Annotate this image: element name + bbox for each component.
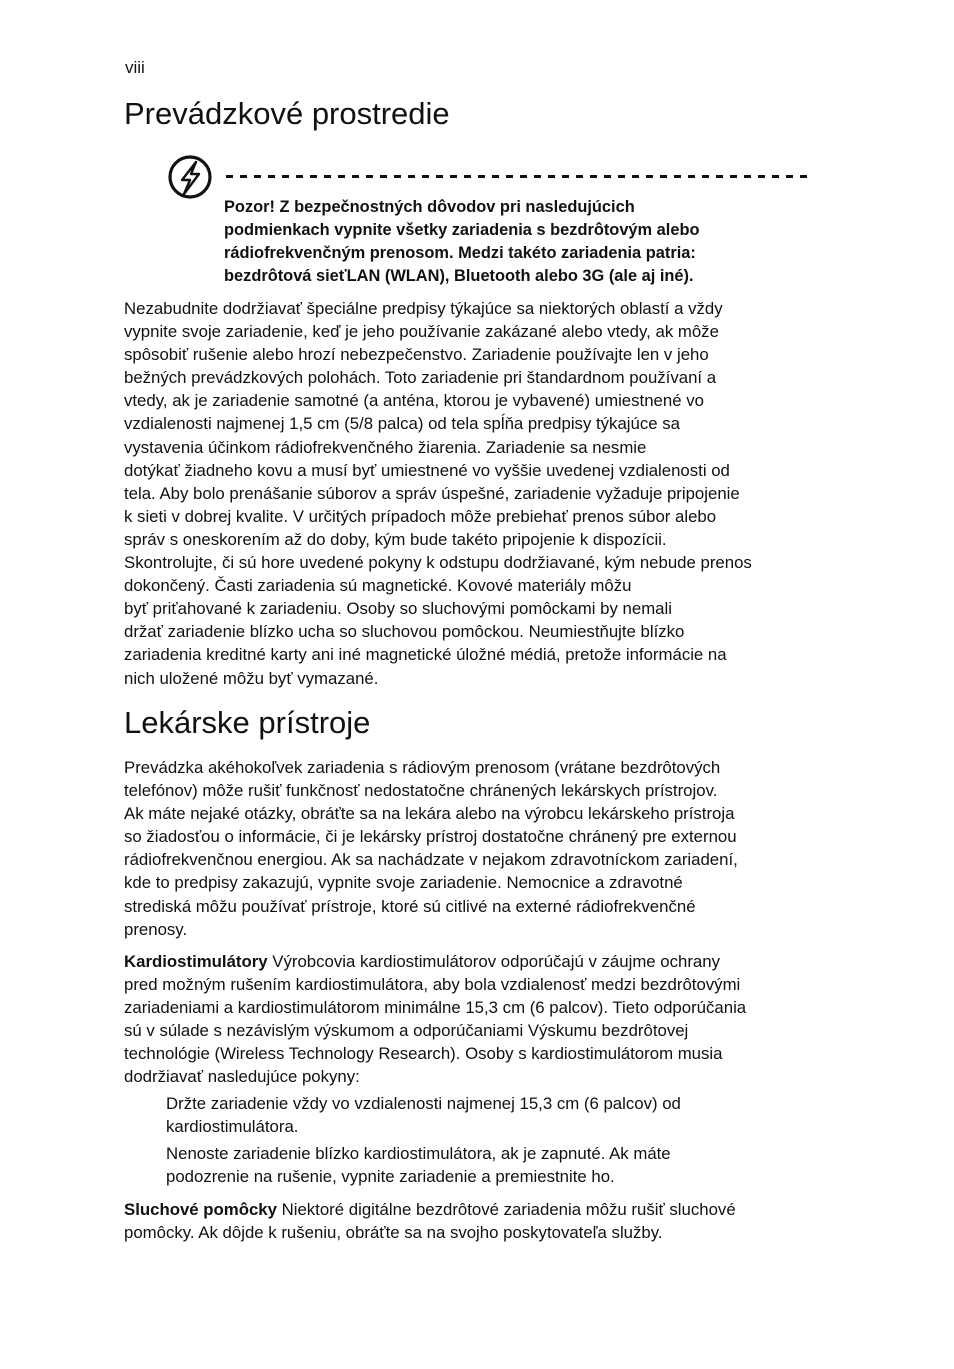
text-line: tela. Aby bolo prenášanie súborov a správ úspešné, zariadenie vyžaduje pripojenie [124,483,740,503]
pacemaker-instruction-2 [166,1142,806,1188]
hearing-aids-paragraph [124,1198,824,1244]
text-line: zariadenia kreditné karty ani iné magnetické úložné médiá, pretože informácie na [124,645,727,665]
text-line: kardiostimulátora. [166,1117,299,1137]
text-line: kde to predpisy zakazujú, vypnite svoje zariadenie. Nemocnice a zdravotné [124,873,683,893]
text-line: strediská môžu používať prístroje, ktoré sú citlivé na externé rádiofrekvenčné [124,896,696,916]
text-line: Ak máte nejaké otázky, obráťte sa na lekára alebo na výrobcu lekárskeho prístroja [124,804,735,824]
text-line: telefónov) môže rušiť funkčnosť nedostatočne chránených lekárskych prístrojov. [124,781,718,801]
text-line: dokončený. Časti zariadenia sú magnetické. Kovové materiály môžu [124,576,632,596]
text-line: Skontrolujte, či sú hore uvedené pokyny k odstupu dodržiavané, kým nebude prenos [124,553,752,573]
warning-line: bezdrôtová sieťLAN (WLAN), Bluetooth alebo 3G (ale aj iné). [224,267,694,285]
text-line: pomôcky. Ak dôjde k rušeniu, obráťte sa na svojho poskytovateľa služby. [124,1223,663,1243]
text-line: dotýkať žiadneho kovu a musí byť umiestnené vo vyššie uvedenej vzdialenosti od [124,460,730,480]
text-line: dodržiavať nasledujúce pokyny: [124,1067,360,1087]
text-line: zariadeniami a kardiostimulátorom minimálne 15,3 cm (6 palcov). Tieto odporúčania [124,998,747,1018]
text-line: rádiofrekvenčnou energiou. Ak sa nachádzate v nejakom zdravotníckom zariadení, [124,850,738,870]
section-title-medical-devices: Lekárske prístroje [124,705,371,740]
warning-line: Pozor! Z bezpečnostných dôvodov pri nasledujúcich [224,198,635,216]
medical-devices-intro [124,756,824,941]
text-line: technológie (Wireless Technology Research). Osoby s kardiostimulátorom musia [124,1044,723,1064]
text-line: podozrenie na rušenie, vypnite zariadenie a premiestnite ho. [166,1167,615,1187]
text-line: Nezabudnite dodržiavať špeciálne predpisy týkajúce sa niektorých oblastí a vždy [124,299,723,318]
operating-environment-paragraph [124,297,824,690]
text-line [124,950,824,973]
text-line: sú v súlade s nezávislým výskumom a odporúčaniami Výskumu bezdrôtovej [124,1021,689,1041]
text-line: vtedy, ak je zariadenie samotné (a anténa, ktorou je vybavené) umiestnené vo [124,391,704,411]
text-line [124,1198,824,1221]
page-number: viii [125,58,145,77]
text-line: Držte zariadenie vždy vo vzdialenosti najmenej 15,3 cm (6 palcov) od [166,1094,681,1113]
text-line: Nenoste zariadenie blízko kardiostimulátora, ak je zapnuté. Ak máte [166,1144,671,1163]
text-line: vystavenia účinkom rádiofrekvenčného žiarenia. Zariadenie sa nesmie [124,437,647,457]
text-line: k sieti v dobrej kvalite. V určitých prípadoch môže prebiehať prenos súbor alebo [124,506,717,526]
text-line: držať zariadenie blízko ucha so sluchovou pomôckou. Neumiestňujte blízko [124,622,685,642]
hearing-aids-term: Sluchové pomôcky [124,1200,277,1219]
text-line: pred možným rušením kardiostimulátora, aby bola vzdialenosť medzi bezdrôtovými [124,975,741,995]
pacemakers-term: Kardiostimulátory [124,952,268,971]
lightning-warning-icon [167,154,213,200]
text-line: správ s oneskorením až do doby, kým bude takéto pripojenie k dispozícii. [124,529,667,549]
warning-line: podmienkach vypnite všetky zariadenia s bezdrôtovým alebo [224,221,700,239]
pacemaker-instruction-1 [166,1092,806,1138]
warning-line: rádiofrekvenčným prenosom. Medzi takéto zariadenia patria: [224,244,696,262]
warning-divider [226,174,808,179]
text-line: vypnite svoje zariadenie, keď je jeho používanie zakázané alebo vtedy, ak môže [124,322,719,342]
section-title-operating-environment: Prevádzkové prostredie [124,96,450,131]
text-line: vzdialenosti najmenej 1,5 cm (5/8 palca) od tela spĺňa predpisy týkajúce sa [124,414,680,434]
text-line: so žiadosťou o informácie, či je lekársky prístroj dostatočne chránený pre externou [124,827,737,847]
text-line: bežných prevádzkových polohách. Toto zariadenie pri štandardnom používaní a [124,368,717,388]
text-line: nich uložené môžu byť vymazané. [124,668,379,688]
warning-text [224,196,814,288]
pacemakers-paragraph [124,950,824,1089]
text-run: Niektoré digitálne bezdrôtové zariadenia môžu rušiť sluchové [276,1200,736,1219]
text-line: spôsobiť rušenie alebo hrozí nebezpečenstvo. Zariadenie používajte len v jeho [124,345,709,365]
text-run: Výrobcovia kardiostimulátorov odporúčajú v záujme ochrany [267,952,720,971]
text-line: byť priťahované k zariadeniu. Osoby so sluchovými pomôckami by nemali [124,599,672,619]
text-line: prenosy. [124,919,188,939]
text-line: Prevádzka akéhokoľvek zariadenia s rádiovým prenosom (vrátane bezdrôtových [124,758,721,777]
